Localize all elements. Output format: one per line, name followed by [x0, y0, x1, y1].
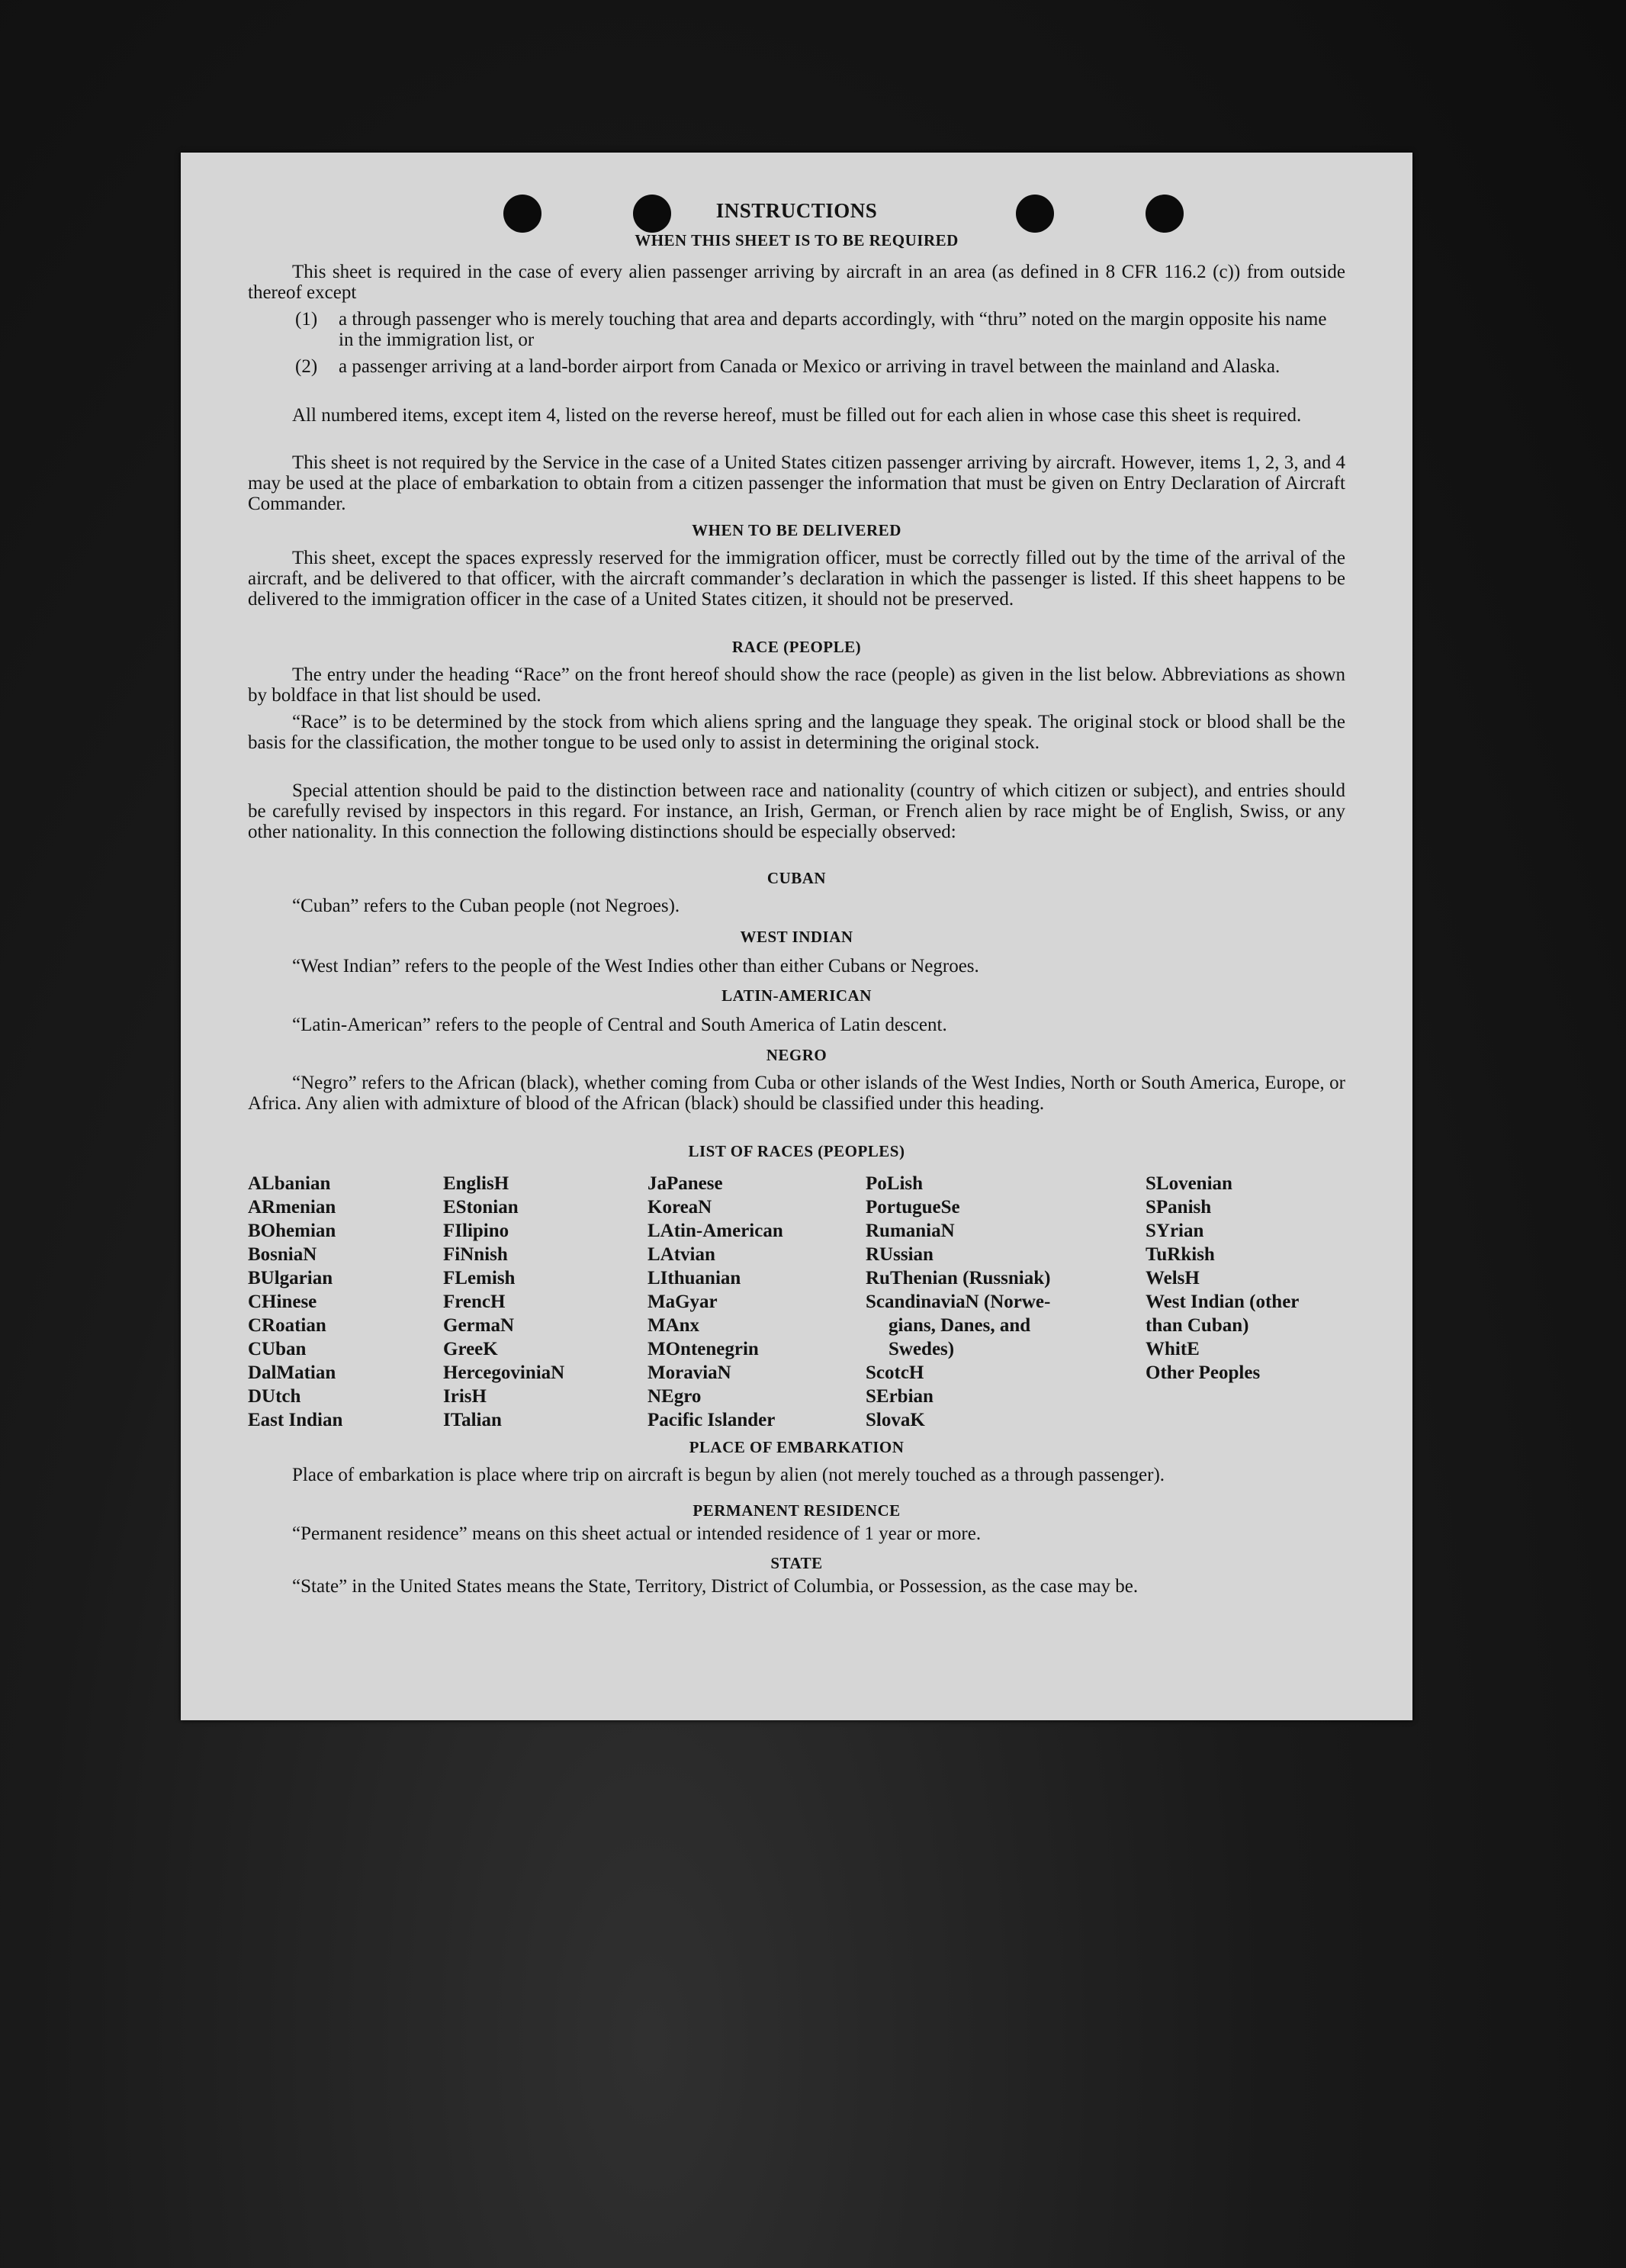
heading-state: STATE — [770, 1554, 823, 1572]
paragraph: Special attention should be paid to the distinction between race and nationality (country of which citizen or subject), and entries should be carefully revised by inspectors in this regard. For instance, an Irish, German, or French alien by race might be of English, Swiss, or any other nationality. In this connection the following distinctions should be especially observed: — [248, 780, 1345, 842]
paragraph: Place of embarkation is place where trip on aircraft is begun by alien (not merely touched as a through passenger). — [292, 1465, 1165, 1485]
heading-list-of-races: LIST OF RACES (PEOPLES) — [688, 1142, 905, 1160]
page-title: INSTRUCTIONS — [715, 199, 878, 222]
document-sheet — [181, 153, 1412, 1720]
heading-permanent-residence: PERMANENT RESIDENCE — [692, 1501, 901, 1520]
paragraph: “Cuban” refers to the Cuban people (not Negroes). — [292, 896, 680, 916]
paragraph: The entry under the heading “Race” on the front hereof should show the race (people) as given in the list below. Abbreviations as shown by boldface in that list should be used. — [248, 664, 1345, 706]
paragraph: “Permanent residence” means on this sheet actual or intended residence of 1 year or more. — [292, 1523, 982, 1544]
paragraph: This sheet is required in the case of every alien passenger arriving by aircraft in an area (as defined in 8 CFR 116.2 (c)) from outside thereof except — [248, 262, 1345, 303]
heading-when-required: WHEN THIS SHEET IS TO BE REQUIRED — [635, 231, 959, 249]
heading-when-delivered: WHEN TO BE DELIVERED — [692, 521, 901, 539]
paragraph: This sheet, except the spaces expressly reserved for the immigration officer, must be correctly filled out by the time of the arrival of the aircraft, and be delivered to that officer, with the aircraft commander’s declaration in which the passenger is listed. If this sheet happens to be delivered to the immigration officer in the case of a United States citizen, it should not be preserved. — [248, 548, 1345, 610]
heading-cuban: CUBAN — [766, 869, 827, 887]
race-column-2: EnglisH EStonian FIlipino FiNnish FLemish FrencH GermaN GreeK HercegoviniaN IrisH ITalian — [443, 1173, 565, 1430]
heading-race: RACE (PEOPLE) — [731, 638, 862, 656]
list-item: (1) a through passenger who is merely touching that area and departs accordingly, with “thru” noted on the margin opposite his name in the immigration list, or — [295, 309, 1327, 350]
heading-latin-american: LATIN-AMERICAN — [721, 986, 872, 1005]
paragraph: “Latin-American” refers to the people of Central and South America of Latin descent. — [292, 1015, 947, 1035]
race-column-3: JaPanese KoreaN LAtin-American LAtvian LIthuanian MaGyar MAnx MOntenegrin MoraviaN NEgro Pacific Islander — [648, 1173, 783, 1430]
paragraph: “Race” is to be determined by the stock from which aliens spring and the language they speak. The original stock or blood shall be the basis for the classification, the mother tongue to be used only to assist in determining the original stock. — [248, 712, 1345, 753]
heading-west-indian: WEST INDIAN — [740, 928, 853, 946]
heading-place-of-embarkation: PLACE OF EMBARKATION — [689, 1438, 905, 1456]
race-column-4: PoLish PortugueSe RumaniaN RUssian RuThenian (Russniak) ScandinaviaN (Norwe- gians, Danes, and Swedes) ScotcH SErbian SlovaK — [866, 1173, 1051, 1430]
heading-negro: NEGRO — [766, 1046, 827, 1064]
list-item: (2) a passenger arriving at a land-border airport from Canada or Mexico or arriving in travel between the mainland and Alaska. — [295, 356, 1281, 377]
paragraph: “Negro” refers to the African (black), whether coming from Cuba or other islands of the West Indies, North or South America, Europe, or Africa. Any alien with admixture of blood of the African (black) should be classified under this heading. — [248, 1073, 1345, 1114]
paragraph: “West Indian” refers to the people of the West Indies other than either Cubans or Negroes. — [292, 956, 979, 976]
race-column-5: SLovenian SPanish SYrian TuRkish WelsH West Indian (other than Cuban) WhitE Other Peoples — [1146, 1173, 1300, 1383]
paragraph: All numbered items, except item 4, listed on the reverse hereof, must be filled out for each alien in whose case this sheet is required. — [292, 405, 1302, 426]
race-column-1: ALbanian ARmenian BOhemian BosniaN BUlgarian CHinese CRoatian CUban DalMatian DUtch East Indian — [248, 1173, 343, 1430]
paragraph: This sheet is not required by the Service in the case of a United States citizen passenger arriving by aircraft. However, items 1, 2, 3, and 4 may be used at the place of embarkation to obtain from a citizen passenger the information that must be given on Entry Declaration of Aircraft Commander. — [248, 452, 1345, 514]
paragraph: “State” in the United States means the State, Territory, District of Columbia, or Possession, as the case may be. — [292, 1576, 1139, 1597]
